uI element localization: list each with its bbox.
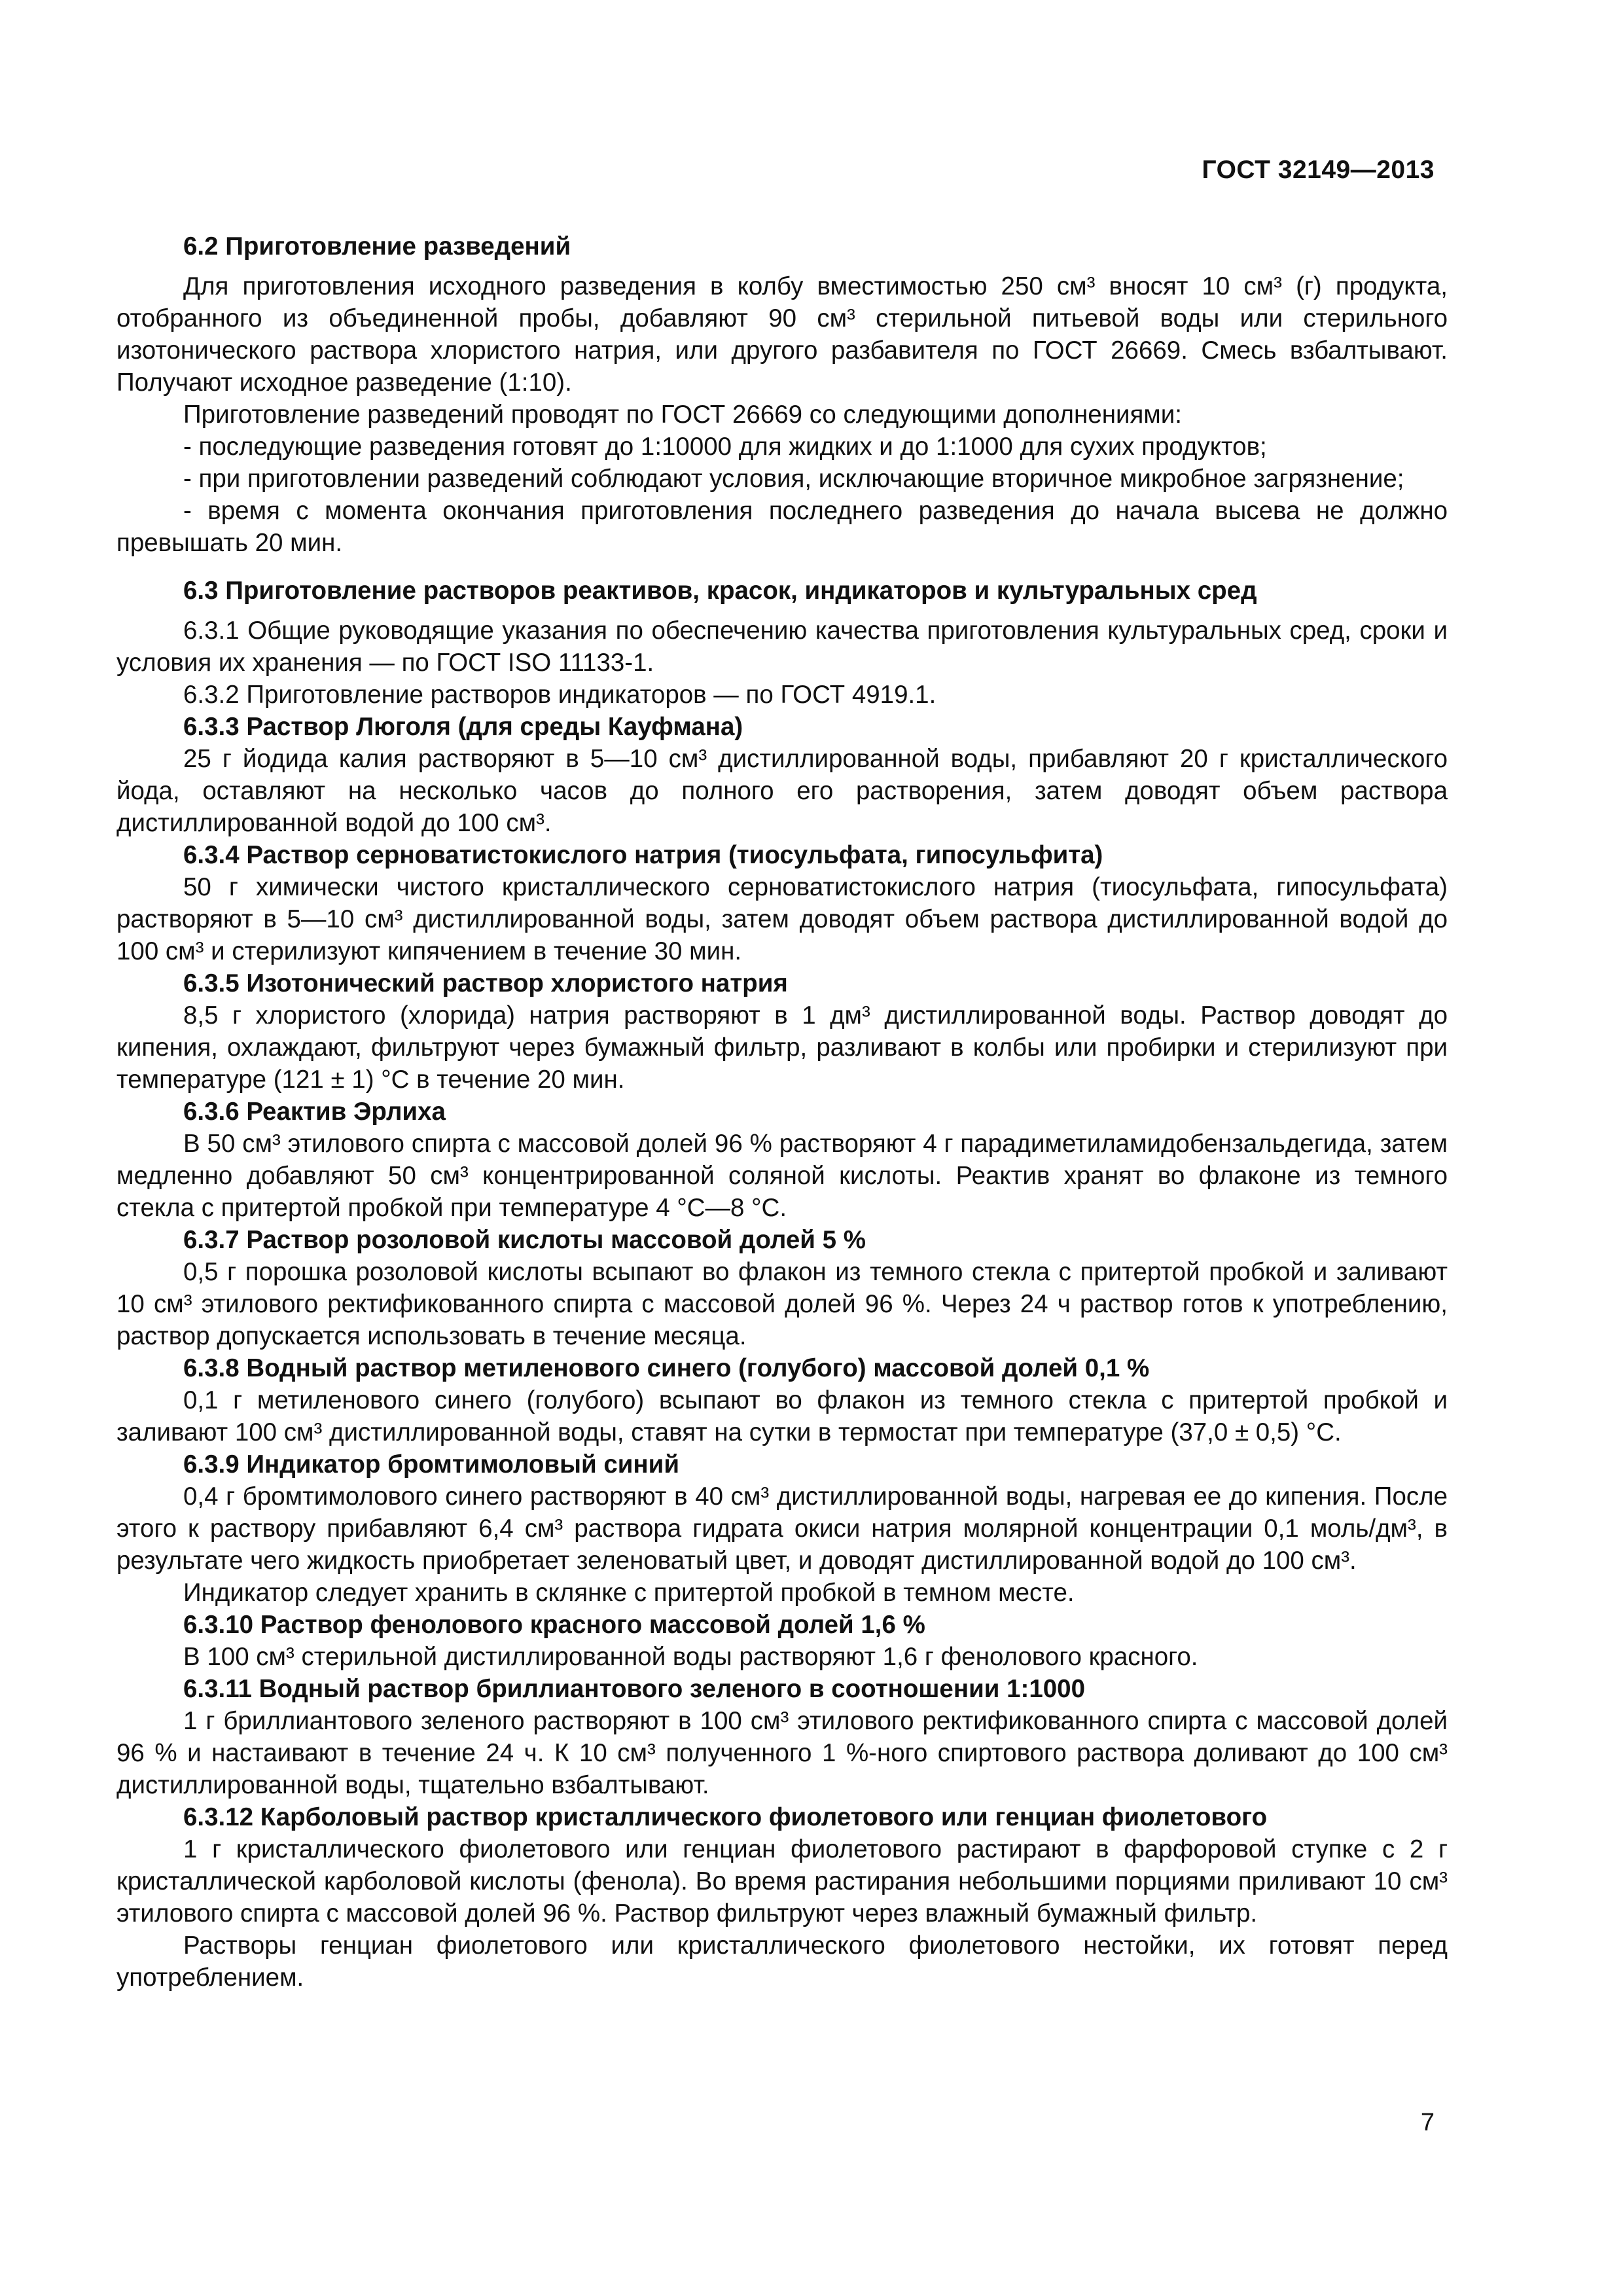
subsection-heading-6-3-3: 6.3.3 Раствор Люголя (для среды Кауфмана) [183, 713, 743, 741]
subsection-heading-6-3-4: 6.3.4 Раствор серноватистокислого натрия (тиосульфата, гипосульфита) [183, 841, 1103, 869]
subsection-heading-6-3-9: 6.3.9 Индикатор бромтимоловый синий [183, 1450, 680, 1479]
paragraph: 0,4 г бромтимолового синего растворяют в 40 см³ дистиллированной воды, нагревая ее до кипения. После этого к раствору прибавляют 6,4 см³ раствора гидрата окиси натрия молярной концентрации 0,1 моль/дм³, в результате чего жидкость приобретает зеленоватый цвет, и доводят дистиллированной водой до 100 см³. [116, 1482, 1448, 1575]
paragraph: В 100 см³ стерильной дистиллированной воды растворяют 1,6 г фенолового красного. [183, 1643, 1198, 1671]
subsection-heading-6-3-7: 6.3.7 Раствор розоловой кислоты массовой долей 5 % [183, 1226, 866, 1254]
standard-code-header: ГОСТ 32149—2013 [1202, 156, 1435, 184]
subsection-heading-6-3-6: 6.3.6 Реактив Эрлиха [183, 1098, 446, 1126]
subsection-heading-6-3-5: 6.3.5 Изотонический раствор хлористого натрия [183, 969, 788, 997]
list-item: - при приготовлении разведений соблюдают условия, исключающие вторичное микробное загрязнение; [183, 465, 1404, 493]
paragraph: 6.3.1 Общие руководящие указания по обеспечению качества приготовления культуральных сред, сроки и условия их хранения — по ГОСТ ISO 11133-1. [116, 617, 1448, 677]
section-heading-6-2: 6.2 Приготовление разведений [183, 232, 571, 260]
paragraph: Для приготовления исходного разведения в колбу вместимостью 250 см³ вносят 10 см³ (г) продукта, отобранного из объединенной пробы, добавляют 90 см³ стерильной питьевой воды или стерильного изотонического раствора хлористого натрия, или другого разбавителя по ГОСТ 26669. Смесь взбалтывают. Получают исходное разведение (1:10). [116, 272, 1448, 397]
subsection-heading-6-3-10: 6.3.10 Раствор фенолового красного массовой долей 1,6 % [183, 1611, 925, 1639]
paragraph: 1 г бриллиантового зеленого растворяют в 100 см³ этилового ректификованного спирта с массовой долей 96 % и настаивают в течение 24 ч. К 10 см³ полученного 1 %-ного спиртового раствора доливают до 100 см³ дистиллированной воды, тщательно взбалтывают. [116, 1707, 1448, 1799]
subsection-heading-6-3-11: 6.3.11 Водный раствор бриллиантового зеленого в соотношении 1:1000 [183, 1675, 1086, 1703]
page-number: 7 [1420, 2109, 1435, 2136]
subsection-heading-6-3-12: 6.3.12 Карболовый раствор кристаллического фиолетового или генциан фиолетового [183, 1803, 1268, 1831]
paragraph: 6.3.2 Приготовление растворов индикаторов — по ГОСТ 4919.1. [183, 681, 936, 709]
list-item: - последующие разведения готовят до 1:10000 для жидких и до 1:1000 для сухих продуктов; [183, 433, 1267, 461]
subsection-heading-6-3-8: 6.3.8 Водный раствор метиленового синего (голубого) массовой долей 0,1 % [183, 1354, 1150, 1382]
paragraph: 50 г химически чистого кристаллического серноватистокислого натрия (тиосульфата, гипосульфата) растворяют в 5—10 см³ дистиллированной воды, затем доводят объем раствора дистиллированной водой до 100 см³ и стерилизуют кипячением в течение 30 мин. [116, 873, 1448, 965]
list-item: - время с момента окончания приготовления последнего разведения до начала высева не должно превышать 20 мин. [116, 497, 1448, 557]
section-heading-6-3: 6.3 Приготовление растворов реактивов, красок, индикаторов и культуральных сред [183, 577, 1257, 605]
paragraph: 1 г кристаллического фиолетового или генциан фиолетового растирают в фарфоровой ступке с 2 г кристаллической карболовой кислоты (фенола). Во время растирания небольшими порциями приливают 10 см³ этилового спирта с массовой долей 96 %. Раствор фильтруют через влажный бумажный фильтр. [116, 1835, 1448, 1928]
paragraph: Приготовление разведений проводят по ГОСТ 26669 со следующими дополнениями: [183, 401, 1182, 429]
paragraph: В 50 см³ этилового спирта с массовой долей 96 % растворяют 4 г парадиметиламидобензальдегида, затем медленно добавляют 50 см³ концентрированной соляной кислоты. Реактив хранят во флаконе из темного стекла с притертой пробкой при температуре 4 °С—8 °С. [116, 1130, 1448, 1222]
paragraph: Индикатор следует хранить в склянке с притертой пробкой в темном месте. [183, 1579, 1075, 1607]
paragraph: 8,5 г хлористого (хлорида) натрия растворяют в 1 дм³ дистиллированной воды. Раствор доводят до кипения, охлаждают, фильтруют через бумажный фильтр, разливают в колбы или пробирки и стерилизуют при температуре (121 ± 1) °С в течение 20 мин. [116, 1001, 1448, 1094]
paragraph: Растворы генциан фиолетового или кристаллического фиолетового нестойки, их готовят перед употреблением. [116, 1931, 1448, 1992]
paragraph: 25 г йодида калия растворяют в 5—10 см³ дистиллированной воды, прибавляют 20 г кристаллического йода, оставляют на несколько часов до полного его растворения, затем доводят объем раствора дистиллированной водой до 100 см³. [116, 745, 1448, 837]
paragraph: 0,1 г метиленового синего (голубого) всыпают во флакон из темного стекла с притертой пробкой и заливают 100 см³ дистиллированной воды, ставят на сутки в термостат при температуре (37,0 ± 0,5) °С. [116, 1386, 1448, 1446]
paragraph: 0,5 г порошка розоловой кислоты всыпают во флакон из темного стекла с притертой пробкой и заливают 10 см³ этилового ректификованного спирта с массовой долей 96 %. Через 24 ч раствор готов к употреблению, раствор допускается использовать в течение месяца. [116, 1258, 1448, 1350]
document-body [116, 230, 1448, 1994]
